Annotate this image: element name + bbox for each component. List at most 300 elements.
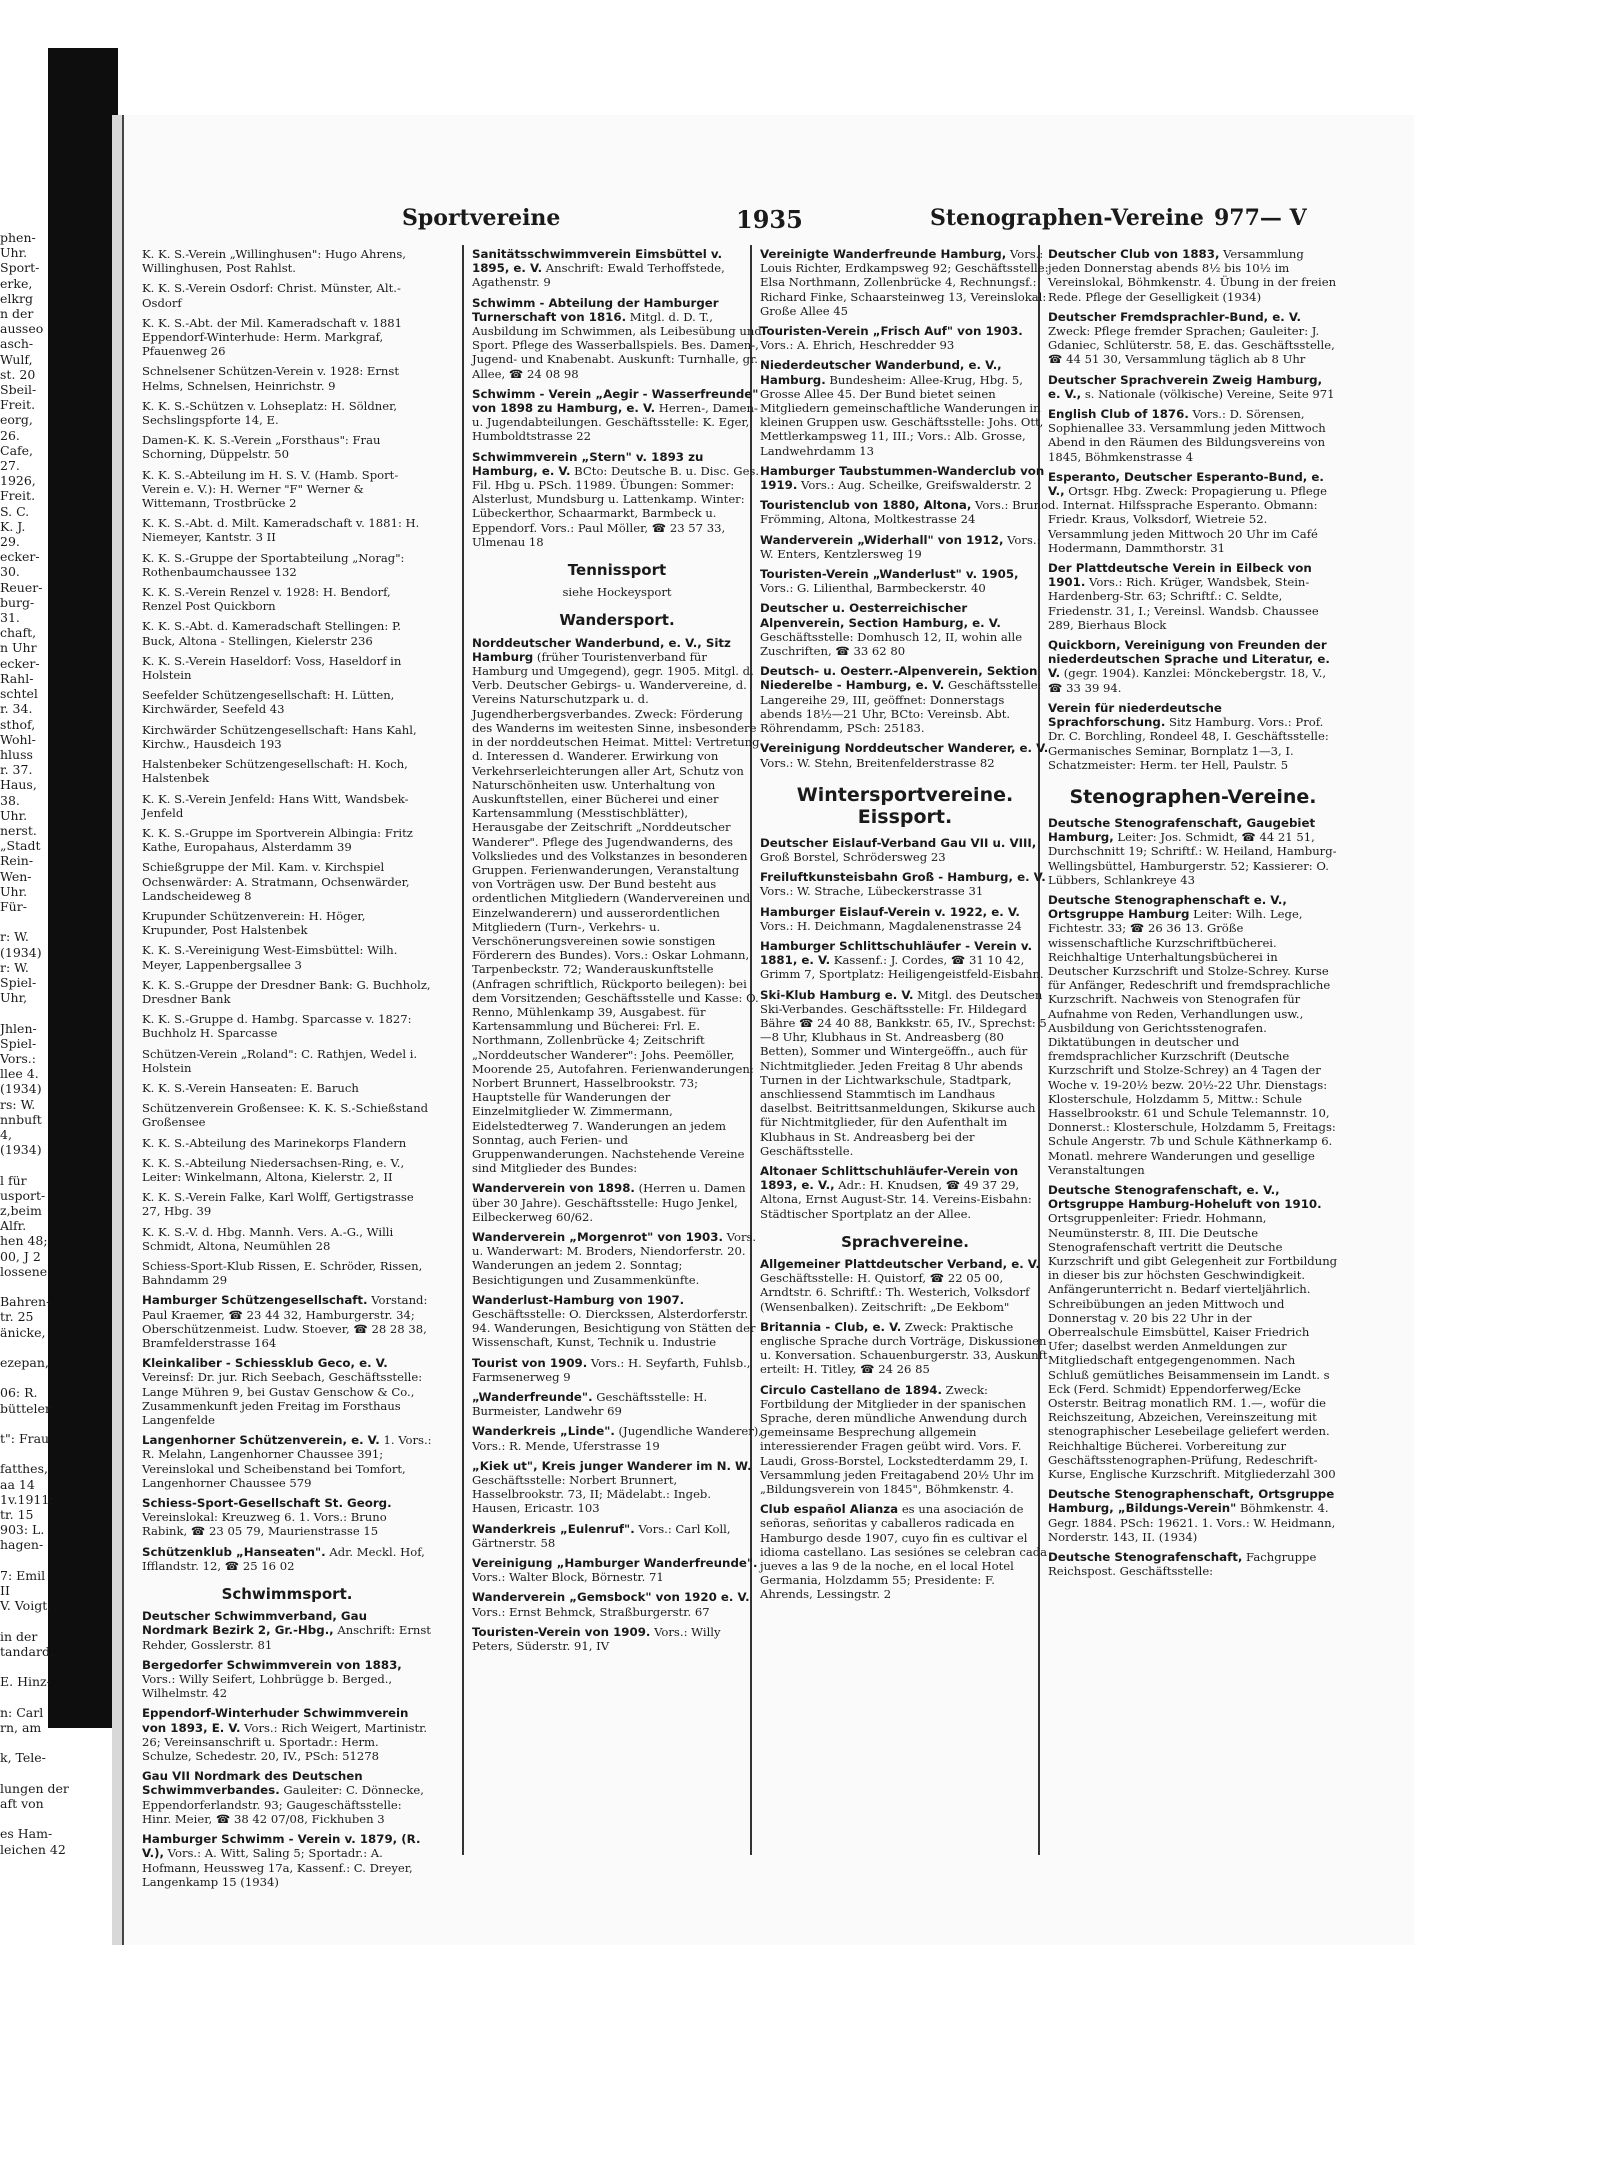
entry-details: Mitgl. des Deutschen Ski-Verbandes. Geschäftsstelle: Fr. Hildegard Bähre ☎ 24 40 88, Bankkstr. 65, IV., Sprechst: 5—8 Uhr, Klubhaus in St. Andreasberg (80 Betten), Sommer und Wintergeöffn., auch für Nichtmitglieder. Jeden Freitag 8 Uhr abends Turnen in der Lichtwarkschule, Stadtpark, anschliessend Stammtisch im Landhaus daselbst. Beitrittsanmeldungen, Skikurse auch für Nichtmitglieder, für den Aufenthalt im Klubhaus in St. Andreasberg bei der Geschäftsstelle.: [760, 987, 1047, 1158]
left-page-text-fragment: Wulf,: [0, 351, 33, 367]
entry-organization-name: Bergedorfer Schwimmverein von 1883,: [142, 1657, 402, 1672]
entry-details: Zweck: Fortbildung der Mitglieder in der spanischen Sprache, deren mündliche Anwendung durch gemeinsame Besprechung allgemein interessierender Fragen geübt wird. Vors. F. Laudi, Gross-Borstel, Lockstedterdamm 29, I. Versammlung jeden Freitagabend 20½ Uhr im „Bildungsverein von 1845", Böhmkenstr. 4.: [760, 1382, 1034, 1497]
left-page-text-fragment: 903: L.: [0, 1522, 45, 1538]
entry-organization-name: Ski-Klub Hamburg e. V.: [760, 987, 914, 1002]
left-page-text-fragment: Uhr.: [0, 883, 28, 899]
left-page-text-fragment: es Ham-: [0, 1826, 53, 1842]
left-page-text-fragment: [0, 1659, 112, 1674]
left-page-text-fragment: 00, J 2: [0, 1248, 41, 1264]
left-page-text-fragment: rn, am: [0, 1719, 42, 1735]
entry-organization-name: Wanderkreis „Linde".: [472, 1424, 615, 1439]
entry-details: Mitgl. d. D. T., Ausbildung im Schwimmen, als Leibesübung und Sport. Pflege des Wasserballspiels. Bes. Damen-, Jugend- und Knabenabt. Auskunft: Turnhalle, gr. Allee, ☎ 24 08 98: [472, 309, 762, 381]
left-page-text-fragment: 31.: [0, 610, 20, 626]
entry-details: Vors.: A. Ehrich, Heschredder 93: [760, 338, 955, 353]
left-page-text-fragment: r. 37.: [0, 762, 33, 778]
left-page-text-fragment: Freit.: [0, 488, 36, 504]
directory-entry: [1048, 893, 1338, 1177]
directory-entry: [142, 1832, 432, 1889]
entry-organization-name: „Kiek ut", Kreis junger Wanderer im N. W.: [472, 1458, 752, 1473]
directory-entry: [142, 468, 432, 511]
entry-details: Geschäftsstelle: O. Dierckssen, Alsterdorferstr. 94. Wanderungen, Besichtigung von Stätten der Wissenschaft, Kunst, Technik u. Industrie: [472, 1307, 756, 1350]
directory-entry: [142, 619, 432, 647]
left-page-text-fragment: Sbeil-: [0, 382, 37, 398]
entry-details: 1. Vors.: R. Melahn, Langenhorner Chaussee 391; Vereinslokal und Scheibenstand bei Tomfort, Langenhorner Chaussee 579: [142, 1433, 432, 1490]
directory-entry: [142, 1012, 432, 1040]
entry-organization-name: Touristen-Verein von 1909.: [472, 1624, 651, 1639]
left-page-text-fragment: erke,: [0, 275, 33, 291]
entry-details: Herren-, Damen- u. Jugendabteilungen. Geschäftsstelle: K. Eger, Humboldtstrasse 22: [472, 401, 758, 444]
left-page-text-fragment: tr. 25: [0, 1309, 34, 1325]
entry-details: K. K. S.-Gruppe der Sportabteilung „Norag": Rothenbaumchaussee 132: [142, 550, 405, 579]
directory-entry: [760, 905, 1050, 933]
directory-entry: [142, 757, 432, 785]
left-page-text-fragment: (1934): [0, 1081, 42, 1097]
entry-organization-name: Deutsche Stenografenschaft, Gaugebiet Hamburg,: [1048, 815, 1316, 845]
entry-organization-name: Deutscher u. Oesterreichischer Alpenverein, Section Hamburg, e. V.: [760, 601, 1001, 630]
left-page-text-fragment: bütteler: [0, 1400, 51, 1416]
left-page-text-fragment: 29.: [0, 534, 20, 550]
left-page-text-fragment: nerst.: [0, 822, 37, 838]
directory-entry: [760, 498, 1050, 526]
left-page-text-fragment: r. 34.: [0, 701, 33, 717]
column-3: [760, 247, 1050, 1867]
entry-details: Halstenbeker Schützengesellschaft: H. Koch, Halstenbek: [142, 757, 408, 786]
entry-details: Bundesheim: Allee-Krug, Hbg. 5, Grosse Allee 45. Der Bund bietet seinen Mitgliedern gemeinschaftliche Wanderungen in kleinen Gruppen usw. Geschäftsstelle: Johs. Ott, Mettlerkampsweg 11, III.; Vors.: Alb. Grosse, Landwehrdamm 13: [760, 372, 1044, 458]
directory-entry: [472, 1293, 762, 1350]
entry-organization-name: Niederdeutscher Wanderbund, e. V., Hamburg.: [760, 358, 1002, 387]
entry-organization-name: Schwimmverein „Stern" v. 1893 zu Hamburg, e. V.: [472, 449, 704, 478]
directory-entry: [1048, 816, 1338, 887]
entry-organization-name: Circulo Castellano de 1894.: [760, 1382, 942, 1397]
section-heading: Wandersport.: [559, 611, 675, 630]
left-page-text-fragment: hagen-: [0, 1537, 44, 1553]
left-page-text-fragment: Uhr.: [0, 245, 28, 261]
entry-organization-name: Freiluftkunsteisbahn Groß - Hamburg, e. V.: [760, 870, 1046, 885]
left-page-text-fragment: ecker-: [0, 655, 40, 671]
entry-organization-name: „Wanderfreunde".: [472, 1390, 593, 1405]
directory-entry: [142, 978, 432, 1006]
entry-organization-name: Allgemeiner Plattdeutscher Verband, e. V.: [760, 1256, 1040, 1271]
entry-organization-name: Der Plattdeutsche Verein in Eilbeck von 1901.: [1048, 561, 1312, 590]
left-page-text-fragment: Für-: [0, 898, 27, 914]
directory-entry: [1048, 310, 1338, 367]
directory-entry: [142, 1259, 432, 1287]
left-page-text-fragment: Jhlen-: [0, 1020, 37, 1036]
entry-organization-name: Schiess-Sport-Gesellschaft St. Georg.: [142, 1496, 392, 1511]
entry-details: Ortsgruppenleiter: Friedr. Hohmann, Neumünsterstr. 8, III. Die Deutsche Stenografenschaft vertritt die Deutsche Kurzschrift und gibt Gelegenheit zur Fortbildung in dieser bis zur höchsten Geschwindigkeit. Anfängerunterricht n. Bedarf vierteljährlich. Schreibübungen an jeden Mittwoch und Donnerstag v. 20 bis 22 Uhr in der Oberrealschule Eimsbüttel, Kaiser Friedrich Ufer; daselbst werden Anmeldungen zur Mitgliedschaft entgegengenommen. Nach Schluß gemütliches Beisammensein im Landt. s Eck (Ferd. Schmidt) Eppendorferweg/Ecke Osterstr. Beitrag monatlich RM. 1.—, wofür die Reichszeitung, Abzeichen, Vereinszeitung mit stenographischer Lesebeilage geliefert werden. Reichhaltige Bücherei. Vorbereitung zur Geschäftsstenographen-Prüfung, Redeschrift-Kurse, Englische Kurzschrift. Mitgliederzahl 300: [1048, 1211, 1338, 1482]
directory-entry: [142, 247, 432, 275]
directory-entry: [760, 1164, 1050, 1221]
left-page-text-fragment: Cafe,: [0, 442, 34, 458]
entry-details: K. K. S.-Vereinigung West-Eimsbüttel: Wilh. Meyer, Lappenbergsallee 3: [142, 943, 398, 972]
column-4: [1048, 247, 1338, 1867]
entry-details: Krupunder Schützenverein: H. Höger, Krupunder, Post Halstenbek: [142, 908, 366, 938]
entry-details: Vors.: Rich. Krüger, Wandsbek, Stein-Hardenberg-Str. 63; Schriftf.: C. Seldte, Friedenstr. 31, I.; Vereinsl. Wandsb. Chaussee 289, Bierhaus Block: [1048, 575, 1319, 632]
section-heading: Wintersportvereine. Eissport.: [796, 783, 1014, 828]
directory-entry: [142, 281, 432, 309]
directory-entry: [142, 1225, 432, 1253]
left-page-text-fragment: [0, 914, 112, 929]
directory-entry: [142, 1769, 432, 1826]
left-page-text-fragment: Spiel-: [0, 974, 37, 990]
directory-entry: [1048, 561, 1338, 632]
left-page-text-fragment: 1926,: [0, 473, 36, 489]
directory-entry: [142, 364, 432, 392]
left-page-text-fragment: 38.: [0, 792, 20, 808]
entry-organization-name: Vereinigte Wanderfreunde Hamburg,: [760, 247, 1007, 261]
left-page-text-fragment: Rahl-: [0, 670, 34, 686]
entry-organization-name: Quickborn, Vereinigung von Freunden der niederdeutschen Sprache und Literatur, e. V.: [1048, 638, 1330, 681]
column-2: [472, 247, 762, 1867]
entry-organization-name: Gau VII Nordmark des Deutschen Schwimmverbandes.: [142, 1769, 363, 1798]
left-page-text-fragment: t": Frau: [0, 1431, 50, 1447]
left-page-text-fragment: S. C.: [0, 503, 30, 519]
entry-details: Kassenf.: J. Cordes, ☎ 31 10 42, Grimm 7, Sportplatz: Heiligengeistfeld-Eisbahn.: [760, 953, 1044, 982]
directory-entry: [142, 1047, 432, 1075]
left-page-text-fragment: asch-: [0, 336, 34, 352]
left-page-text-fragment: Wohl-: [0, 731, 36, 747]
directory-entry: [760, 358, 1050, 457]
left-page-text-fragment: II: [0, 1583, 10, 1599]
left-page-text-fragment: ezepan,: [0, 1355, 49, 1371]
entry-organization-name: Wanderlust-Hamburg von 1907.: [472, 1292, 685, 1307]
entry-details: Geschäftsstelle: Norbert Brunnert, Hasselbrookstr. 73, II; Mädelabt.: Ingeb. Hausen, Ericastr. 103: [472, 1473, 712, 1516]
page-header: [124, 205, 1414, 241]
left-page-text-fragment: „Stadt: [0, 838, 41, 854]
directory-entry: [142, 943, 432, 971]
directory-entry: [472, 1230, 762, 1287]
entry-details: Vors. u. Wanderwart: M. Broders, Niendorferstr. 20. Wanderungen an jedem 2. Sonntag; Besichtigungen und Zusammenkünfte.: [472, 1230, 757, 1287]
directory-entry: [142, 585, 432, 613]
directory-entry: [142, 399, 432, 427]
entry-details: Vors.: Rich Weigert, Martinistr. 26; Vereinsanschrift u. Sportadr.: Herm. Schulze, Schedestr. 20, IV., PSch: 51278: [142, 1720, 428, 1764]
entry-organization-name: English Club of 1876.: [1048, 407, 1189, 422]
directory-entry: [142, 1356, 432, 1427]
directory-entry: [472, 1390, 762, 1418]
directory-entry: [142, 654, 432, 682]
entry-organization-name: Schwimm - Abteilung der Hamburger Turnerschaft von 1816.: [472, 295, 719, 324]
left-page-text-fragment: Freit.: [0, 397, 36, 413]
entry-details: Vereinsf: Dr. jur. Rich Seebach, Geschäftsstelle: Lange Mühren 9, bei Gustav Genschow & Co., Zusammenkunft jeden Freitag im Forsthaus Langenfelde: [142, 1370, 423, 1428]
left-page-text-fragment: hen 48;: [0, 1233, 48, 1249]
entry-details: Adr.: H. Knudsen, ☎ 49 37 29, Altona, Ernst August-Str. 14. Vereins-Eisbahn: Städtischer Sportplatz an der Allee.: [760, 1178, 1032, 1221]
directory-entry: [1048, 701, 1338, 772]
left-page-text-fragment: r: W.: [0, 929, 29, 945]
entry-organization-name: Hamburger Schlittschuhläufer - Verein v. 1881, e. V.: [760, 938, 1033, 968]
entry-details: Vors.: Ernst Behmck, Straßburgerstr. 67: [472, 1604, 710, 1619]
entry-organization-name: Tourist von 1909.: [472, 1355, 588, 1370]
entry-details: Geschäftsstelle: H. Burmeister, Landwehr 69: [472, 1390, 708, 1419]
left-page-text-fragment: ecker-: [0, 549, 40, 565]
entry-organization-name: Wanderverein „Widerhall" von 1912,: [760, 532, 1004, 547]
left-page-text-fragment: n der: [0, 306, 34, 322]
left-page-text-fragment: aft von: [0, 1795, 44, 1811]
left-page-fragment: [0, 230, 112, 1930]
entry-details: Vorstand: Paul Kraemer, ☎ 23 44 32, Hamburgerstr. 34; Oberschützenmeist. Ludw. Stoever, ☎ 28 28 38, Bramfelderstrasse 164: [142, 1293, 428, 1350]
directory-entry: [760, 1320, 1050, 1377]
directory-entry: [1048, 247, 1338, 304]
directory-entry: [142, 826, 432, 854]
entry-details: K. K. S.-Abteilung Niedersachsen-Ring, e. V., Leiter: Winkelmann, Altona, Kielerstr. 2, II: [142, 1155, 405, 1184]
entry-organization-name: Sanitätsschwimmverein Eimsbüttel v. 1895, e. V.: [472, 247, 723, 276]
entry-details: Vors.: Willy Peters, Süderstr. 91, IV: [472, 1624, 721, 1654]
header-year: 1935: [736, 205, 803, 234]
directory-entry: [760, 988, 1050, 1158]
entry-organization-name: Altonaer Schlittschuhläufer-Verein von 1893, e. V.,: [760, 1163, 1019, 1193]
entry-organization-name: Deutsche Stenographenschaft e. V., Ortsgruppe Hamburg: [1048, 892, 1287, 922]
left-page-text-fragment: lungen der: [0, 1780, 69, 1796]
entry-organization-name: Deutscher Sprachverein Zweig Hamburg, e. V.,: [1048, 372, 1323, 401]
directory-entry: [142, 551, 432, 579]
directory-entry: [1048, 470, 1338, 555]
directory-entry: [1048, 407, 1338, 464]
entry-details: Geschäftsstelle: Domhusch 12, II, wohin alle Zuschriften, ☎ 33 62 80: [760, 629, 1023, 659]
directory-entry: [142, 433, 432, 461]
directory-entry: [760, 939, 1050, 982]
column-rule: [462, 245, 464, 1855]
left-page-text-fragment: [0, 1735, 112, 1750]
entry-details: Gauleiter: C. Dönnecke, Eppendorferlandstr. 93; Gaugeschäftsstelle: Hinr. Meier, ☎ 38 42 07/08, Fickhuben 3: [142, 1783, 424, 1826]
entry-details: Kirchwärder Schützengesellschaft: Hans Kahl, Kirchw., Hausdeich 193: [142, 722, 417, 751]
left-page-text-fragment: phen-: [0, 230, 36, 245]
entry-details: (Jugendliche Wanderer), Vors.: R. Mende, Uferstrasse 19: [472, 1424, 762, 1453]
left-page-text-fragment: Haus,: [0, 777, 37, 793]
entry-details: (gegr. 1904). Kanzlei: Mönckebergstr. 18, V., ☎ 33 39 94.: [1048, 666, 1327, 695]
left-page-text-fragment: nnbuft: [0, 1111, 42, 1127]
directory-entry: [760, 247, 1050, 318]
left-page-text-fragment: Rein-: [0, 853, 34, 869]
left-page-text-fragment: Wen-: [0, 868, 32, 884]
left-page-text-fragment: st. 20: [0, 366, 36, 382]
directory-entry: [1048, 373, 1338, 401]
entry-organization-name: Britannia - Club, e. V.: [760, 1319, 902, 1334]
entry-details: Vors.: Aug. Scheilke, Greifswalderstr. 2: [797, 478, 1032, 493]
entry-organization-name: Hamburger Schützengesellschaft.: [142, 1293, 368, 1308]
directory-entry: [472, 1459, 762, 1516]
left-page-text-fragment: fatthes,: [0, 1461, 48, 1477]
directory-entry: [142, 1609, 432, 1652]
left-page-text-fragment: [0, 1690, 112, 1705]
left-page-text-fragment: k, Tele-: [0, 1750, 46, 1766]
entry-organization-name: Schützenklub „Hanseaten".: [142, 1544, 326, 1559]
entry-organization-name: Deutscher Eislauf-Verband Gau VII u. VIII,: [760, 835, 1037, 850]
directory-entry: [760, 464, 1050, 492]
entry-details: (früher Touristenverband für Hamburg und Umgegend), gegr. 1905. Mitgl. d. Verb. Deutscher Gebirgs- u. Wandervereine, d. Vereins Naturschutzpark u. d. Jugendherbergsverbandes. Zweck: Förderung des Wanderns im weitesten Sinne, insbesondere in der norddeutschen Heimat. Mittel: Vertretung d. Interessen d. Wanderer. Erwirkung von Verkehrserleichterungen aller Art, Schutz von Naturschönheiten usw. Unterhaltung von Auskunftstellen, einer Bücherei und einer Kartensammlung (Messtischblätter), Herausgabe der Zeitschrift „Norddeutscher Wanderer". Pflege des Jugendwanderns, des Volksliedes und des Volkstanzes in besonderen Gruppen. Ferienwanderungen, Veranstaltung von Vorträgen usw. Der Bund besteht aus ordentlichen Mitgliedern (Wandervereinen und Einzelwanderern) und ausserordentlichen Mitgliedern (Turn-, Verkehrs- u. Verschönerungsvereinen sowie sonstigen Förderern des Bundes). Vors.: Oskar Lohmann, Tarpenbeckstr. 72; Wanderauskunftstelle (Anfragen schriftlich, Rückporto beilegen): bei dem Vorsitzenden; Geschäftsstelle und Kasse: O. Renno, Mühlenkamp 39, Ausgabest. für Kartensammlung und Bücherei: Frl. E. Northmann, Zollenbrücke 4; Zeitschrift „Norddeutscher Wanderer": Johs. Peemöller, Moorende 25, Autofahren. Ferienwanderungen: Norbert Brunnert, Hasselbrookstr. 73; Hauptstelle für Wanderungen der Einzelmitglieder W. Zimmermann, Eidelstedterweg 7. Wanderungen an jedem Sonntag, auch Ferien- und Gruppenwanderungen. Nachstehende Vereine sind Mitglieder des Bundes:: [472, 649, 760, 1176]
header-continuation-title: Stenographen-Vereine: [930, 205, 1204, 231]
entry-details: Schiess-Sport-Klub Rissen, E. Schröder, Rissen, Bahndamm 29: [142, 1258, 423, 1288]
left-page-text-fragment: tr. 15: [0, 1507, 34, 1523]
cross-reference: siehe Hockeysport: [562, 585, 672, 600]
left-page-text-fragment: [0, 1446, 112, 1461]
entry-organization-name: Deutscher Fremdsprachler-Bund, e. V.: [1048, 309, 1301, 324]
left-page-text-fragment: (1934): [0, 944, 42, 960]
left-page-text-fragment: 26.: [0, 427, 20, 443]
entry-details: Fachgruppe Reichspost. Geschäftsstelle:: [1048, 1550, 1317, 1579]
entry-organization-name: Norddeutscher Wanderbund, e. V., Sitz Hamburg: [472, 635, 731, 664]
entry-details: Leiter: Wilh. Lege, Fichtestr. 33; ☎ 26 36 13. Größe wissenschaftliche Kurzschriftbücherei. Reichhaltige Unterhaltungsbücherei in Deutscher Kurzschrift und Stolze-Schrey. Kurse für Anfänger, Redeschrift und fremdsprachliche Kurzschrift. Nachweis von Stenografen für Aufnahme von Reden, Verhandlungen usw., Ausbildung von Gerichtsstenografen. Diktatübungen in deutscher und fremdsprachlicher Kurzschrift (Deutsche Kurzschrift und Stolze-Schrey) an 4 Tagen der Woche v. 19-20½ bezw. 20½-22 Uhr. Dienstags: Klosterschule, Holzdamm 5, Mittw.: Schule Hasselbrookstr. 61 und Schule Telemannstr. 10, Donnerst.: Klosterschule, Holzdamm 5, Freitags: Schule Angerstr. 7b und Schule Käthnerkamp 6. Monatl. mehrere Wanderungen und gesellige Veranstaltungen: [1048, 907, 1336, 1177]
left-page-text-fragment: 27.: [0, 458, 20, 474]
entry-details: Vors.: Louis Richter, Erdkampsweg 92; Geschäftsstelle: Elsa Northmann, Zollenbrücke 4, Rechnungsf.: Richard Finke, Schaarsteinweg 13, Vereinslokal: Große Allee 45: [760, 247, 1049, 318]
directory-entry: [142, 1081, 432, 1095]
entry-details: Vereinslokal: Kreuzweg 6. 1. Vors.: Bruno Rabink, ☎ 23 05 79, Maurienstrasse 15: [142, 1510, 387, 1539]
entry-details: Zweck: Pflege fremder Sprachen; Gauleiter: J. Gdaniec, Schlüterstr. 58, E. das. Geschäftsstelle, ☎ 44 51 30, Versammlung täglich ab 8 Uhr: [1048, 324, 1335, 367]
entry-organization-name: Verein für niederdeutsche Sprachforschung.: [1048, 700, 1222, 730]
directory-entry: [472, 1590, 762, 1618]
entry-details: K. K. S.-Verein Renzel v. 1928: H. Bendorf, Renzel Post Quickborn: [142, 585, 391, 614]
entry-details: K. K. S.-Abt. d. Kameradschaft Stellingen: P. Buck, Altona - Stellingen, Kielerstr 236: [142, 619, 402, 648]
entry-organization-name: Hamburger Eislauf-Verein v. 1922, e. V.: [760, 904, 1020, 919]
directory-entry: [142, 1136, 432, 1150]
entry-details: K. K. S.-Abteilung des Marinekorps Flandern: [142, 1135, 407, 1150]
directory-entry: [1048, 1550, 1338, 1578]
entry-details: K. K. S.-Verein Hanseaten: E. Baruch: [142, 1080, 359, 1095]
entry-details: K. K. S.-Schützen v. Lohseplatz: H. Söldner, Sechslingspforte 14, E.: [142, 398, 398, 428]
directory-entry: [472, 1424, 762, 1452]
entry-organization-name: Kleinkaliber - Schiessklub Geco, e. V.: [142, 1356, 388, 1371]
left-page-text-fragment: aa 14: [0, 1476, 35, 1492]
directory-entry: [142, 909, 432, 937]
directory-entry: [142, 1101, 432, 1129]
entry-organization-name: Hamburger Taubstummen-Wanderclub von 1919.: [760, 463, 1045, 493]
entry-details: Geschäftsstelle: Langereihe 29, III, geöffnet: Donnerstags abends 18½—21 Uhr, BCto: Vereinsb. Abt. Röhrendamm, PSch: 25183.: [760, 678, 1042, 736]
directory-entry: [472, 296, 762, 381]
entry-details: Anschrift: Ewald Terhoffstede, Agathenstr. 9: [472, 261, 725, 290]
left-page-text-fragment: leichen 42: [0, 1841, 66, 1857]
directory-entry: [472, 1625, 762, 1653]
entry-details: K. K. S.-Gruppe im Sportverein Albingia: Fritz Kathe, Europahaus, Alsterdamm 39: [142, 825, 413, 855]
entry-details: K. K. S.-Verein Osdorf: Christ. Münster, Alt.-Osdorf: [142, 281, 401, 310]
entry-organization-name: Hamburger Schwimm - Verein v. 1879, (R. V.),: [142, 1832, 421, 1861]
directory-entry: [472, 450, 762, 549]
entry-organization-name: Deutsche Stenografenschaft,: [1048, 1550, 1243, 1565]
entry-details: Schützenverein Großensee: K. K. S.-Schießstand Großensee: [142, 1101, 429, 1130]
entry-organization-name: Schwimm - Verein „Aegir - Wasserfreunde" von 1898 zu Hamburg, e. V.: [472, 386, 759, 416]
page-gutter: [112, 115, 122, 1945]
directory-entry: [142, 1433, 432, 1490]
directory-entry: [472, 247, 762, 290]
left-page-text-fragment: [0, 1340, 112, 1355]
directory-entry: [760, 567, 1050, 595]
directory-entry: [472, 1356, 762, 1384]
entry-details: K. K. S.-Gruppe d. Hambg. Sparcasse v. 1827: Buchholz H. Sparcasse: [142, 1012, 412, 1041]
directory-entry: [760, 601, 1050, 658]
entry-organization-name: Deutsche Stenografenschaft, e. V., Ortsgruppe Hamburg-Hoheluft von 1910.: [1048, 1182, 1322, 1212]
left-page-text-fragment: [0, 1416, 112, 1431]
directory-entry: [142, 1190, 432, 1218]
entry-details: Vors.: W. Strache, Lübeckerstrasse 31: [760, 884, 984, 899]
section-heading: Sprachvereine.: [841, 1232, 969, 1251]
directory-entry: [760, 664, 1050, 735]
left-page-text-fragment: r: W.: [0, 959, 29, 975]
entry-details: Vors.: Walter Block, Börnestr. 71: [472, 1570, 664, 1585]
directory-entry: [142, 1706, 432, 1763]
entry-organization-name: Wanderkreis „Eulenruf".: [472, 1521, 635, 1536]
entry-details: Anschrift: Ernst Rehder, Gosslerstr. 81: [142, 1623, 431, 1652]
entry-details: Vors.: W. Stehn, Breitenfelderstrasse 82: [760, 755, 995, 770]
entry-organization-name: Deutscher Club von 1883,: [1048, 247, 1220, 261]
entry-details: Vors.: W. Enters, Kentzlersweg 19: [760, 532, 1041, 561]
address-book-page: [122, 115, 1414, 1945]
directory-entry: [760, 1383, 1050, 1497]
left-page-text-fragment: Reuer-: [0, 579, 43, 595]
entry-details: Schützen-Verein „Roland": C. Rathjen, Wedel i. Holstein: [142, 1046, 418, 1075]
entry-details: Vors.: D. Sörensen, Sophienallee 33. Versammlung jeden Mittwoch Abend in den Räumen des Bildungsvereins von 1845, Böhmkenstrasse 4: [1048, 407, 1326, 464]
directory-entry: [1048, 1183, 1338, 1481]
entry-organization-name: Wanderverein von 1898.: [472, 1181, 635, 1196]
section-heading: Stenographen-Vereine.: [1069, 785, 1317, 808]
entry-details: s. Nationale (völkische) Vereine, Seite 971: [1081, 386, 1335, 401]
entry-organization-name: Vereinigung „Hamburger Wanderfreunde".: [472, 1556, 758, 1571]
directory-entry: [142, 1658, 432, 1701]
entry-details: Versammlung jeden Donnerstag abends 8½ bis 10½ im Vereinslokal, Böhmkenstr. 4. Übung in der freien Rede. Pflege der Geselligkeit (1934): [1048, 247, 1337, 304]
left-page-text-fragment: Vors.:: [0, 1050, 36, 1066]
entry-organization-name: Deutscher Schwimmverband, Gau Nordmark Bezirk 2, Gr.-Hbg.,: [142, 1609, 367, 1638]
directory-entry: [472, 1522, 762, 1550]
left-page-text-fragment: z,beim: [0, 1203, 42, 1218]
section-heading: Schwimmsport.: [221, 1585, 353, 1604]
entry-details: Damen-K. K. S.-Verein „Forsthaus": Frau Schorning, Düppelstr. 50: [142, 433, 381, 462]
directory-entry: [142, 688, 432, 716]
left-page-text-fragment: 06: R.: [0, 1385, 38, 1401]
entry-details: Vors.: A. Witt, Saling 5; Sportadr.: A. Hofmann, Heussweg 17a, Kassenf.: C. Dreyer, Langenkamp 15 (1934): [142, 1846, 413, 1889]
left-page-text-fragment: V. Voigt,: [0, 1598, 52, 1614]
entry-details: Vors.: G. Lilienthal, Barmbeckerstr. 40: [760, 581, 986, 596]
entry-organization-name: Vereinigung Norddeutscher Wanderer, e. V.: [760, 741, 1049, 756]
left-page-text-fragment: Alfr.: [0, 1218, 27, 1234]
left-page-text-fragment: [0, 1553, 112, 1568]
section-heading: Tennissport: [567, 561, 667, 580]
left-page-text-fragment: Bahren-: [0, 1294, 51, 1310]
directory-entry: [472, 1181, 762, 1224]
entry-details: K. K. S.-Verein „Willinghusen": Hugo Ahrens, Willinghusen, Post Rahlst.: [142, 247, 406, 276]
directory-entry: [142, 1293, 432, 1350]
left-page-text-fragment: sthof,: [0, 716, 36, 732]
entry-details: Vors.: Carl Koll, Gärtnerstr. 58: [472, 1521, 731, 1550]
entry-details: Böhmkenstr. 4. Gegr. 1884. PSch: 19621. 1. Vors.: W. Heidmann, Norderstr. 143, II. (1934): [1048, 1501, 1336, 1544]
directory-entry: [1048, 1487, 1338, 1544]
left-page-text-fragment: [0, 1370, 112, 1385]
directory-entry: [142, 792, 432, 820]
left-page-text-fragment: [0, 1157, 112, 1172]
left-page-text-fragment: n: Carl: [0, 1704, 44, 1720]
directory-entry: [1048, 638, 1338, 695]
entry-organization-name: Wanderverein „Gemsbock" von 1920 e. V.: [472, 1590, 750, 1605]
left-page-text-fragment: E. Hinz-: [0, 1674, 51, 1690]
entry-details: K. K. S.-Abt. der Mil. Kameradschaft v. 1881 Eppendorf-Winterhude: Herm. Markgraf, Pfauenweg 26: [142, 315, 402, 359]
directory-entry: [760, 533, 1050, 561]
entry-details: Vors.: H. Deichmann, Magdalenenstrasse 24: [760, 918, 1022, 933]
left-page-text-fragment: K. J.: [0, 518, 26, 534]
entry-organization-name: Club español Alianza: [760, 1502, 899, 1517]
directory-entry: [142, 316, 432, 359]
left-page-text-fragment: Uhr,: [0, 990, 28, 1006]
entry-organization-name: Touristenclub von 1880, Altona,: [760, 498, 972, 513]
left-page-text-fragment: [0, 1279, 112, 1294]
entry-details: Zweck: Praktische englische Sprache durch Vorträge, Diskussionen u. Konversation. Schauenburgerstr. 33, Auskunft erteilt: H. Titley, ☎ 24 26 85: [760, 1319, 1048, 1377]
left-page-text-fragment: llee 4.: [0, 1066, 39, 1082]
header-section-title: Sportvereine: [402, 205, 561, 231]
left-page-text-fragment: in der: [0, 1628, 38, 1644]
entry-organization-name: Touristen-Verein „Wanderlust" v. 1905,: [760, 567, 1019, 582]
left-page-text-fragment: eorg,: [0, 412, 33, 428]
left-page-text-fragment: Uhr.: [0, 807, 28, 823]
page-number: 977— V: [1214, 205, 1307, 231]
entry-details: K. K. S.-Abt. d. Milt. Kameradschaft v. 1881: H. Niemeyer, Kantstr. 3 II: [142, 516, 420, 545]
entry-organization-name: Deutsche Stenographenschaft, Ortsgruppe Hamburg, „Bildungs-Verein": [1048, 1487, 1335, 1516]
left-page-text-fragment: 1v.1911:: [0, 1491, 54, 1507]
left-page-text-fragment: [0, 1811, 112, 1826]
entry-details: K. K. S.-Abteilung im H. S. V. (Hamb. Sport-Verein e. V.): H. Werner "F" Werner & Wittemann, Trostbrücke 2: [142, 467, 399, 511]
